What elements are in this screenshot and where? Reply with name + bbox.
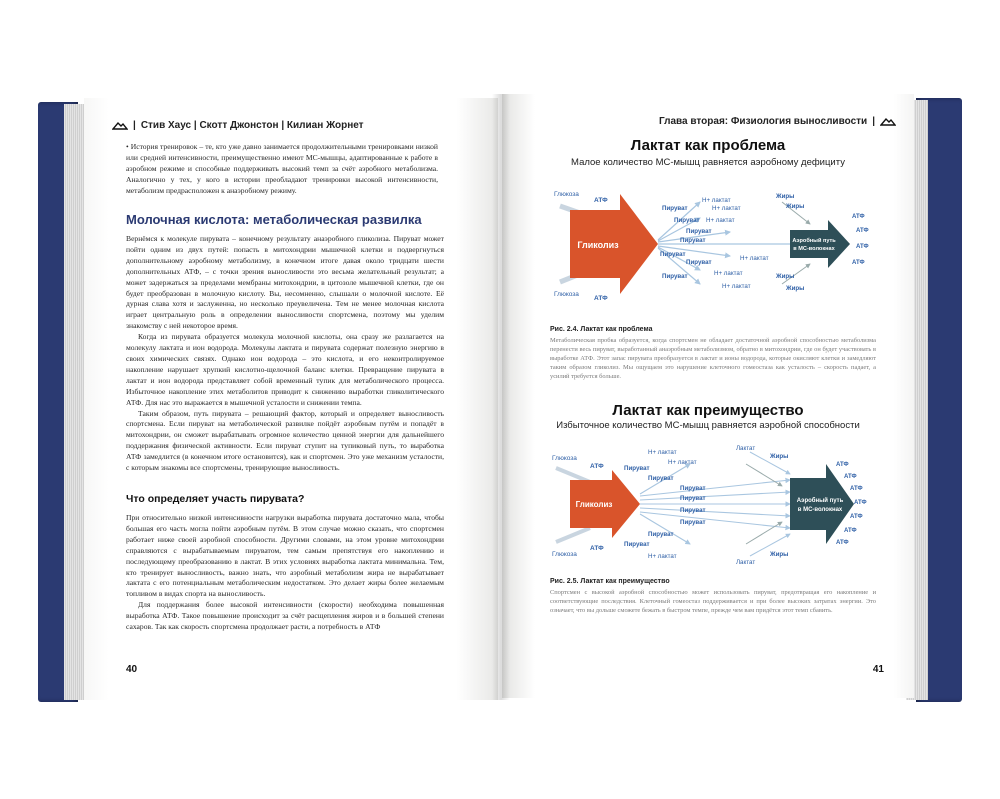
fats-label: Жиры [776, 273, 795, 280]
figure2-caption: Спортсмен с высокой аэробной способностью может использовать пируват, предотвращая его накопление и соответствующие последствия. Клеточный гомеостаз поддерживается и при более высоких затратах энергии. Это означает, что вы дольше сможете бежать в быстром темпе, прежде чем вам придётся этот темп сбавить. [550, 589, 876, 614]
figure1-title: Лактат как проблема [630, 137, 786, 154]
chapter-header: Глава вторая: Физиология выносливости [658, 116, 868, 127]
atp-label: АТФ [850, 486, 863, 492]
pyruvate-label: Пируват [648, 475, 674, 482]
lactate-label: Лактат [736, 559, 756, 566]
glucose-label: Глюкоза [552, 455, 577, 462]
atp-label: АТФ [854, 500, 867, 506]
atp-label: АТФ [836, 462, 849, 468]
figure2-diagram [550, 440, 870, 568]
figure1-caption-title: Рис. 2.4. Лактат как проблема [550, 326, 653, 333]
pyruvate-label: Пируват [680, 485, 706, 492]
lactate-label: Н+ лактат [722, 283, 751, 290]
figure1-diagram [550, 180, 870, 306]
figure2-title: Лактат как преимущество [612, 402, 804, 419]
lactate-label: Н+ лактат [740, 255, 769, 262]
glucose-arrow [556, 528, 590, 542]
pyruvate-label: Пируват [662, 273, 688, 280]
figure2-subtitle: Избыточное количество МС-мышц равняется аэробной способности [556, 420, 860, 431]
page-number-right: 41 [872, 664, 884, 675]
pyruvate-label: Пируват [686, 259, 712, 266]
lactate-label: Н+ лактат [648, 553, 677, 560]
pyruvate-label: Пируват [680, 237, 706, 244]
body-paragraph: При относительно низкой интенсивности нагрузки выработка пирувата достаточно мала, чтобы большая его часть могла пойти аэробным путём. В этом случае можно сказать, что спортсмен работает ниже своей аэробной способности. Другими словами, на этом уровне митохондрии справляются с вырабатываемым пируватом, тем самым препятствуя его накоплению и последующему преобразованию в лактат. В этих условиях выработка лактата минимальна. Тем, кто тренирует выносливость, важно знать, что аэробный метаболизм жира не вырабатывает лактата с его потенциальным метаболическим недостатком. Это делает жиры более желаемым топливом в видах спорта на выносливость. [126, 513, 444, 599]
atp-label: АТФ [856, 228, 869, 234]
atp-label: АТФ [836, 540, 849, 546]
right-running-header [659, 116, 896, 127]
lactate-label: Н+ лактат [714, 270, 743, 277]
lactate-label: Лактат [736, 445, 756, 452]
fats-label: Жиры [786, 203, 805, 210]
pyruvate-label: Пируват [674, 217, 700, 224]
section-body [126, 234, 444, 474]
section-title: Молочная кислота: метаболическая развилка [126, 212, 422, 227]
left-page [84, 98, 498, 700]
glucose-label: Глюкоза [554, 291, 579, 298]
pyruvate-label: Пируват [624, 465, 650, 472]
authors-header: Стив Хаус | Скотт Джонстон | Килиан Жорнет [140, 120, 364, 131]
atp-label: АТФ [590, 545, 604, 552]
right-page [502, 94, 914, 698]
pyruvate-label: Пируват [662, 205, 688, 212]
aerobic-label-line1: Аэробный путь [792, 238, 836, 244]
figure2-caption-title: Рис. 2.5. Лактат как преимущество [550, 578, 670, 585]
pyruvate-label: Пируват [648, 531, 674, 538]
pyruvate-label: Пируват [680, 507, 706, 514]
pyruvate-label: Пируват [624, 541, 650, 548]
pyruvate-label: Пируват [680, 495, 706, 502]
pyruvate-label: Пируват [686, 228, 712, 235]
glycolysis-label: Гликолиз [575, 500, 613, 509]
glucose-arrow [556, 468, 590, 482]
atp-label: АТФ [852, 260, 865, 266]
body-paragraph: Для поддержания более высокой интенсивности (скорости) необходима повышенная выработка АТФ. Такое повышение происходит за счёт расщепления жиров и в большей степени сахаров. Так как скорость спортсмена продолжает расти, а потребность в АТФ [126, 600, 444, 632]
fats-label: Жиры [776, 193, 795, 200]
body-paragraph: Когда из пирувата образуется молекула молочной кислоты, она сразу же разлагается на молекулу лактата и ион водорода. Молекулы лактата и пирувата содержат полезную энергию в своих химических связях. Однако ион водорода – это кислота, и его неконтролируемое накопление нарушает хрупкий кислотно-щелочной баланс клетки. Превращение пирувата в лактат и ион водорода представляет собой временный тупик для метаболического процесса. Избыточное накопление этих метаболитов приводит к снижению выработки гликолитического АТФ. Для нас это выражается в мышечной усталости и снижении темпа. [126, 332, 444, 407]
bullet-paragraph: • История тренировок – те, кто уже давно занимается продолжительными тренировками низкой или средней интенсивности, преимущественно имеют МС-мышцы, адаптированные к работе в аэробном режиме и способные поддерживать высокий темп за счёт аэробного метаболизма. Аналогично у тех, у кого в истории преобладают тренировки высокой интенсивности, метаболизм предрасположен к анаэробному режиму. [126, 142, 438, 195]
pyruvate-label: Пируват [660, 251, 686, 258]
mountain-logo-icon [880, 117, 896, 126]
body-paragraph: Вернёмся к молекуле пирувата – конечному результату анаэробного гликолиза. Пируват может пойти одним из двух путей: попасть в митохондрии мышечной клетки и подвергнуться дополнительному аэробному метаболизму, в конечном итоге давая около тридцати шести дополнительных АТФ, – с точки зрения выносливости это весьма желательный результат; а может задержаться за пределами мембраны митохондрии, в цитозоле мышечной клетки, где он будет преобразован в молочную кислоту. Вы, несомненно, слышали о молочной кислоте. Её дурная слава хотя и заслуженна, но несколько преувеличена. Тем не менее молочная кислота играет центральную роль в определении выносливости спортсмена, поэтому мы уделим знакомству с ней некоторое время. [126, 234, 444, 331]
atp-label: АТФ [856, 244, 869, 250]
atp-label: АТФ [590, 463, 604, 470]
subsection-title: Что определяет участь пирувата? [126, 493, 305, 505]
atp-label: АТФ [594, 295, 608, 302]
lactate-label: Н+ лактат [712, 205, 741, 212]
header-separator: | [133, 120, 136, 131]
aerobic-label-line1: Аэробный путь [796, 498, 844, 504]
glucose-label: Глюкоза [552, 551, 577, 558]
pyruvate-label: Пируват [680, 519, 706, 526]
header-separator: | [872, 116, 875, 127]
lactate-label: Н+ лактат [668, 459, 697, 466]
mountain-logo-icon [112, 121, 128, 130]
fats-label: Жиры [770, 453, 789, 460]
body-paragraph: Таким образом, путь пирувата – решающий фактор, который и определяет выносливость спортсмена. Если пируват на метаболической развилке пойдёт аэробным путём и попадёт в митохондрии, он сможет вырабатывать огромное количество ценной энергии для дальнейшего поддержания физической активности. Если пируват ступит на тупиковый путь, то выработка АТФ замедлится (в конечном итоге остановится), как и спортсмен. Это уже механизм усталости, с которым знакомы все спортсмены, тренирующие выносливость. [126, 408, 444, 473]
fats-label: Жиры [770, 551, 789, 558]
fats-label: Жиры [786, 285, 805, 292]
glucose-label: Глюкоза [554, 191, 579, 198]
glycolysis-label: Гликолиз [577, 240, 619, 250]
subsection-body [126, 513, 444, 633]
figure1-caption: Метаболическая пробка образуется, когда спортсмен не обладает достаточной аэробной способностью метаболизма перенести весь пируват, выработанный анаэробным метаболизмом, обратно в митохондрии, где он будет участвовать в выработке АТФ. Этот запас пирувата преобразуется в лактат и ионы водорода, которые окисляют клетки и замедляют таким образом гликолиз. Мы ощущаем это нарушение клеточного гомеостаза как усталость – скорость падает, а усилий требуется больше. [550, 337, 876, 380]
atp-label: АТФ [844, 474, 857, 480]
aerobic-pathway-arrow [790, 220, 850, 268]
atp-label: АТФ [844, 528, 857, 534]
atp-label: АТФ [852, 214, 865, 220]
lactate-label: Н+ лактат [706, 217, 735, 224]
atp-label: АТФ [850, 514, 863, 520]
lactate-label: Н+ лактат [648, 449, 677, 456]
book-gutter [492, 94, 510, 700]
atp-label: АТФ [594, 197, 608, 204]
left-running-header [112, 120, 364, 131]
figure1-subtitle: Малое количество МС-мышц равняется аэробному дефициту [571, 157, 845, 168]
aerobic-label-line2: в МС-волокнах [793, 246, 835, 252]
page-number-left: 40 [126, 664, 138, 675]
lactate-label: Н+ лактат [702, 197, 731, 204]
aerobic-label-line2: в МС-волокнах [797, 507, 843, 513]
